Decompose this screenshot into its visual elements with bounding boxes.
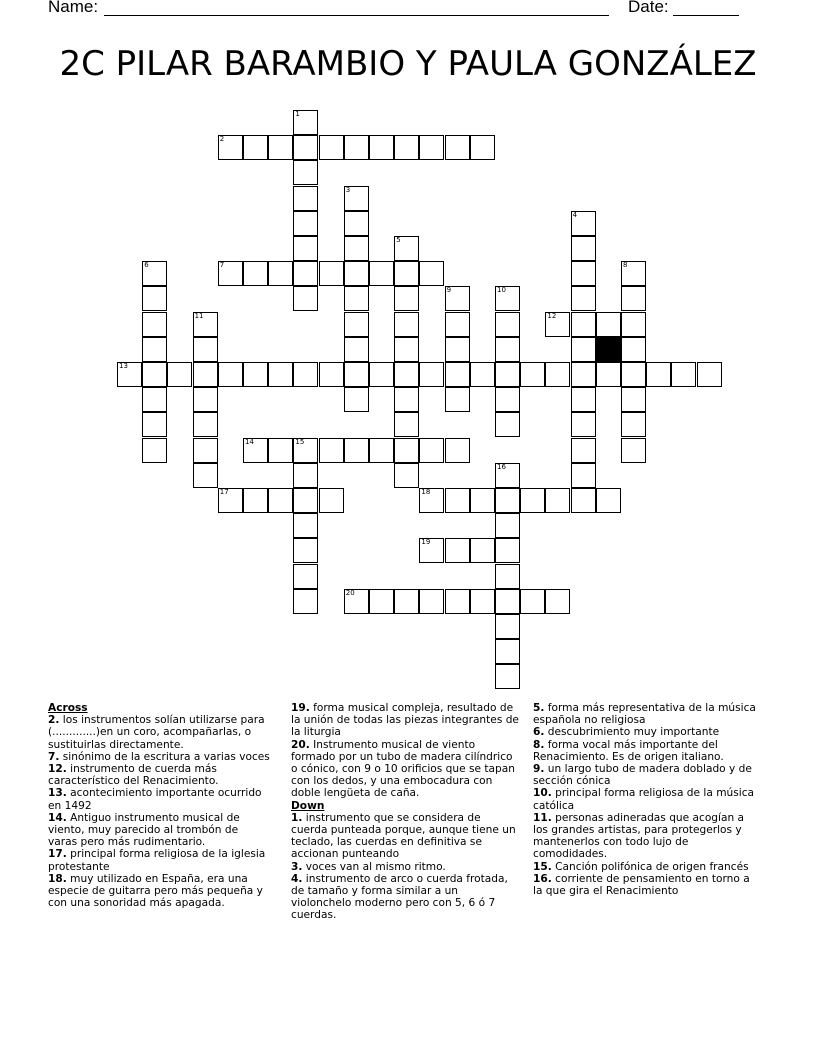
clue-across-2: 2. los instrumentos solían utilizarse para (.............)en un coro, acompañarlas, o sustituirlas directamente. <box>48 714 265 751</box>
grid-cell[interactable] <box>596 488 621 513</box>
clue-number: 9 <box>446 286 452 295</box>
grid-cell[interactable] <box>193 387 218 412</box>
grid-cell[interactable] <box>419 538 444 563</box>
grid-cell[interactable] <box>520 362 545 387</box>
grid-cell[interactable] <box>218 488 243 513</box>
down-heading: Down <box>291 799 325 812</box>
grid-cell[interactable] <box>319 362 344 387</box>
grid-cell[interactable] <box>571 312 596 337</box>
grid-cell[interactable] <box>419 135 444 160</box>
grid-cell[interactable] <box>621 261 646 286</box>
grid-cell[interactable] <box>344 438 369 463</box>
grid-cell[interactable] <box>596 312 621 337</box>
grid-cell[interactable] <box>319 135 344 160</box>
grid-cell[interactable] <box>243 438 268 463</box>
across-heading: Across <box>48 702 88 714</box>
grid-cell[interactable] <box>293 488 318 513</box>
grid-cell[interactable] <box>268 488 293 513</box>
grid-cell[interactable] <box>293 362 318 387</box>
grid-cell[interactable] <box>193 337 218 362</box>
clues-column-2 <box>291 702 519 922</box>
grid-cell[interactable] <box>445 589 470 614</box>
grid-cell[interactable] <box>319 438 344 463</box>
clue-down-16: 16. corriente de pensamiento en torno a la que gira el Renacimiento <box>533 872 750 898</box>
clue-number: 16 <box>497 462 506 471</box>
grid-cell[interactable] <box>495 412 520 437</box>
clue-across-20: 20. Instrumento musical de viento formado por un tubo de madera cilíndrico o cónico, con 9 o 10 orificios que se tapan con los dedos, y una embocadura con doble lengüeta de caña. <box>291 738 515 800</box>
grid-cell[interactable] <box>193 438 218 463</box>
grid-cell[interactable] <box>495 286 520 311</box>
grid-cell[interactable] <box>394 387 419 412</box>
clue-number: 3 <box>345 185 351 194</box>
grid-cell[interactable] <box>621 312 646 337</box>
grid-cell[interactable] <box>293 286 318 311</box>
grid-cell[interactable] <box>671 362 696 387</box>
grid-cell[interactable] <box>571 362 596 387</box>
grid-cell[interactable] <box>293 236 318 261</box>
grid-cell[interactable] <box>344 186 369 211</box>
grid-cell[interactable] <box>218 135 243 160</box>
grid-cell[interactable] <box>571 337 596 362</box>
grid-cell[interactable] <box>142 412 167 437</box>
grid-cell[interactable] <box>218 362 243 387</box>
grid-cell[interactable] <box>293 211 318 236</box>
grid-cell[interactable] <box>394 286 419 311</box>
grid-cell[interactable] <box>142 337 167 362</box>
grid-cell[interactable] <box>319 261 344 286</box>
grid-cell[interactable] <box>142 261 167 286</box>
grid-cell[interactable] <box>293 110 318 135</box>
clue-number: 17 <box>219 488 229 496</box>
grid-cell[interactable] <box>344 312 369 337</box>
grid-cell[interactable] <box>243 362 268 387</box>
grid-cell[interactable] <box>394 236 419 261</box>
grid-cell[interactable] <box>117 362 142 387</box>
clue-across-13: 13. acontecimiento importante ocurrido en 1492 <box>48 787 262 812</box>
grid-cell[interactable] <box>394 412 419 437</box>
clue-number: 8 <box>623 261 628 270</box>
grid-cell[interactable] <box>394 312 419 337</box>
grid-cell[interactable] <box>268 362 293 387</box>
grid-cell[interactable] <box>697 362 722 387</box>
grid-cell[interactable] <box>142 286 167 311</box>
grid-cell[interactable] <box>470 362 495 387</box>
clue-across-18: 18. muy utilizado en España, era una especie de guitarra pero más pequeña y con una sonoridad más apagada. <box>48 872 263 910</box>
grid-cell[interactable] <box>293 261 318 286</box>
grid-cell[interactable] <box>495 564 520 589</box>
clue-number: 7 <box>219 261 225 270</box>
grid-cell[interactable] <box>344 261 369 286</box>
clue-down-5: 5. forma más representativa de la música española no religiosa <box>533 702 756 727</box>
clue-number: 18 <box>421 488 431 496</box>
grid-cell[interactable] <box>394 337 419 362</box>
black-cell <box>596 337 621 362</box>
grid-cell[interactable] <box>293 513 318 538</box>
clue-number: 14 <box>245 437 254 446</box>
clues-column-3 <box>533 702 761 897</box>
grid-cell[interactable] <box>495 488 520 513</box>
grid-cell[interactable] <box>545 488 570 513</box>
grid-cell[interactable] <box>369 261 394 286</box>
grid-cell[interactable] <box>344 337 369 362</box>
grid-cell[interactable] <box>193 463 218 488</box>
clue-across-19: 19. forma musical compleja, resultado de la unión de todas las piezas integrantes de la liturgia <box>291 702 519 739</box>
clue-down-3: 3. voces van al mismo ritmo. <box>291 860 446 873</box>
grid-cell[interactable] <box>571 387 596 412</box>
grid-cell[interactable] <box>419 488 444 513</box>
grid-cell[interactable] <box>193 412 218 437</box>
grid-cell[interactable] <box>571 261 596 286</box>
grid-cell[interactable] <box>293 589 318 614</box>
clue-down-10: 10. principal forma religiosa de la música católica <box>533 787 755 812</box>
grid-cell[interactable] <box>545 589 570 614</box>
grid-cell[interactable] <box>394 135 419 160</box>
grid-cell[interactable] <box>445 488 470 513</box>
grid-cell[interactable] <box>621 412 646 437</box>
clue-number: 13 <box>119 362 128 370</box>
grid-cell[interactable] <box>394 438 419 463</box>
clue-across-14: 14. Antiguo instrumento musical de viento, muy parecido al trombón de varas pero más rudimentario. <box>48 811 240 849</box>
name-label: Name: <box>48 0 99 16</box>
grid-cell[interactable] <box>621 438 646 463</box>
clue-number: 5 <box>396 236 401 244</box>
grid-cell[interactable] <box>571 286 596 311</box>
grid-cell[interactable] <box>369 438 394 463</box>
grid-cell[interactable] <box>470 488 495 513</box>
grid-cell[interactable] <box>495 614 520 639</box>
grid-cell[interactable] <box>268 135 293 160</box>
clue-number: 19 <box>421 538 431 547</box>
grid-cell[interactable] <box>445 312 470 337</box>
grid-cell[interactable] <box>470 135 495 160</box>
grid-cell[interactable] <box>571 488 596 513</box>
grid-cell[interactable] <box>293 135 318 160</box>
grid-cell[interactable] <box>520 488 545 513</box>
grid-cell[interactable] <box>495 538 520 563</box>
clue-across-17: 17. principal forma religiosa de la iglesia protestante <box>48 848 266 873</box>
grid-cell[interactable] <box>344 286 369 311</box>
grid-cell[interactable] <box>445 362 470 387</box>
grid-cell[interactable] <box>571 236 596 261</box>
grid-cell[interactable] <box>419 261 444 286</box>
grid-cell[interactable] <box>419 438 444 463</box>
grid-cell[interactable] <box>545 362 570 387</box>
clue-number: 2 <box>219 135 225 144</box>
clue-down-15: 15. Canción polifónica de origen francés <box>533 860 749 873</box>
grid-cell[interactable] <box>193 312 218 337</box>
grid-cell[interactable] <box>293 538 318 563</box>
grid-cell[interactable] <box>344 362 369 387</box>
clues-column-1 <box>48 702 270 909</box>
grid-cell[interactable] <box>571 211 596 236</box>
clue-down-1: 1. instrumento que se considera de cuerda punteada porque, aunque tiene un teclado, las cuerdas en definitiva se accionan punteando <box>291 811 516 861</box>
grid-cell[interactable] <box>495 362 520 387</box>
clue-across-12: 12. instrumento de cuerda más característico del Renacimiento. <box>48 763 219 788</box>
clue-down-4: 4. instrumento de arco o cuerda frotada, de tamaño y forma similar a un violonchelo moderno pero con 5, 6 ó 7 cuerdas. <box>291 872 508 922</box>
clue-down-9: 9. un largo tubo de madera doblado y de sección cónica <box>533 763 752 788</box>
grid-cell[interactable] <box>571 438 596 463</box>
grid-cell[interactable] <box>571 463 596 488</box>
grid-cell[interactable] <box>243 488 268 513</box>
clue-across-7: 7. sinónimo de la escritura a varias voces <box>48 750 270 763</box>
grid-cell[interactable] <box>445 538 470 563</box>
clue-number: 11 <box>194 311 204 320</box>
grid-cell[interactable] <box>621 387 646 412</box>
grid-cell[interactable] <box>218 261 243 286</box>
grid-cell[interactable] <box>419 589 444 614</box>
grid-cell[interactable] <box>344 589 369 614</box>
grid-cell[interactable] <box>571 412 596 437</box>
clue-number: 15 <box>295 437 305 446</box>
clue-number: 20 <box>345 588 355 597</box>
clue-number: 4 <box>572 210 578 219</box>
grid-cell[interactable] <box>394 362 419 387</box>
grid-cell[interactable] <box>495 664 520 689</box>
grid-cell[interactable] <box>293 160 318 185</box>
grid-cell[interactable] <box>495 513 520 538</box>
grid-cell[interactable] <box>243 135 268 160</box>
grid-cell[interactable] <box>470 538 495 563</box>
grid-cell[interactable] <box>445 337 470 362</box>
grid-cell[interactable] <box>344 135 369 160</box>
grid-cell[interactable] <box>495 337 520 362</box>
grid-cell[interactable] <box>394 463 419 488</box>
grid-cell[interactable] <box>293 564 318 589</box>
grid-cell[interactable] <box>495 639 520 664</box>
grid-cell[interactable] <box>621 337 646 362</box>
clue-number: 6 <box>144 261 149 270</box>
page-title: 2C PILAR BARAMBIO Y PAULA GONZÁLEZ <box>59 44 757 84</box>
grid-cell[interactable] <box>142 438 167 463</box>
grid-cell[interactable] <box>142 387 167 412</box>
grid-cell[interactable] <box>369 589 394 614</box>
grid-cell[interactable] <box>520 589 545 614</box>
grid-cell[interactable] <box>167 362 192 387</box>
grid-cell[interactable] <box>268 261 293 286</box>
grid-cell[interactable] <box>445 135 470 160</box>
grid-cell[interactable] <box>445 286 470 311</box>
grid-cell[interactable] <box>470 589 495 614</box>
grid-cell[interactable] <box>495 387 520 412</box>
grid-cell[interactable] <box>545 312 570 337</box>
grid-cell[interactable] <box>193 362 218 387</box>
grid-cell[interactable] <box>445 438 470 463</box>
grid-cell[interactable] <box>142 312 167 337</box>
clue-number: 12 <box>547 311 557 320</box>
grid-cell[interactable] <box>344 387 369 412</box>
grid-cell[interactable] <box>293 463 318 488</box>
grid-cell[interactable] <box>344 211 369 236</box>
grid-cell[interactable] <box>495 463 520 488</box>
grid-cell[interactable] <box>596 362 621 387</box>
date-label: Date: <box>628 0 669 16</box>
grid-cell[interactable] <box>293 186 318 211</box>
grid-cell[interactable] <box>394 589 419 614</box>
clue-number: 1 <box>295 110 300 118</box>
grid-cell[interactable] <box>445 387 470 412</box>
grid-cell[interactable] <box>394 261 419 286</box>
clue-down-11: 11. personas adineradas que acogían a los grandes artistas, para protegerlos y mantenerlos con todo lujo de comodidades. <box>533 811 745 861</box>
grid-cell[interactable] <box>495 312 520 337</box>
grid-cell[interactable] <box>621 286 646 311</box>
grid-cell[interactable] <box>319 488 344 513</box>
clue-number: 10 <box>497 286 506 295</box>
grid-cell[interactable] <box>369 135 394 160</box>
grid-cell[interactable] <box>268 438 293 463</box>
clue-down-6: 6. descubrimiento muy importante <box>533 726 720 739</box>
grid-cell[interactable] <box>344 236 369 261</box>
grid-cell[interactable] <box>243 261 268 286</box>
grid-cell[interactable] <box>419 362 444 387</box>
grid-cell[interactable] <box>621 362 646 387</box>
grid-cell[interactable] <box>142 362 167 387</box>
grid-cell[interactable] <box>646 362 671 387</box>
grid-cell[interactable] <box>293 438 318 463</box>
grid-cell[interactable] <box>369 362 394 387</box>
clue-down-8: 8. forma vocal más importante del Renacimiento. Es de origen italiano. <box>533 738 724 763</box>
grid-cell[interactable] <box>495 589 520 614</box>
